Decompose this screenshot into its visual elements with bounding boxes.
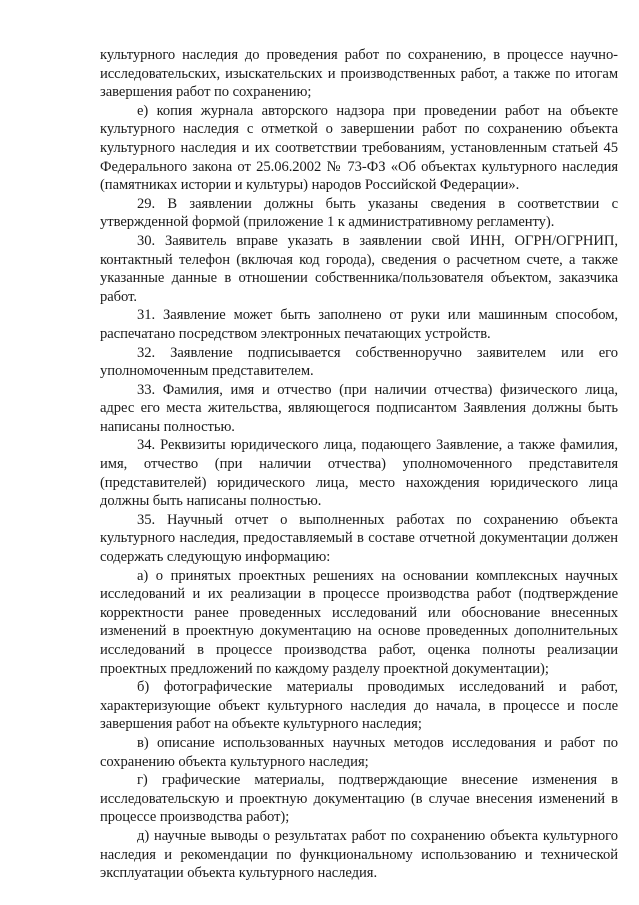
paragraph-29: 29. В заявлении должны быть указаны сведения в соответствии с утвержденной формой (приложение 1 к административному регламенту). [100, 195, 618, 231]
paragraph-item-d: д) научные выводы о результатах работ по сохранению объекта культурного наследия и рекомендации по функциональному использованию и технической эксплуатации объекта культурного наследия. [100, 827, 618, 882]
paragraph-32: 32. Заявление подписывается собственноручно заявителем или его уполномоченным представителем. [100, 344, 618, 380]
document-body [100, 46, 618, 883]
paragraph-33: 33. Фамилия, имя и отчество (при наличии отчества) физического лица, адрес его места жительства, являющегося подписантом Заявления должны быть написаны полностью. [100, 381, 618, 435]
paragraph-item-v: в) описание использованных научных методов исследования и работ по сохранению объекта культурного наследия; [100, 734, 618, 770]
paragraph-continuation: культурного наследия до проведения работ по сохранению, в процессе научно-исследовательских, изыскательских и производственных работ, а также по итогам завершения работ по сохранению; [100, 47, 618, 101]
paragraph-item-g: г) графические материалы, подтверждающие внесение изменения в исследовательскую и проектную документацию (в случае внесения изменений в процессе производства работ); [100, 772, 618, 826]
paragraph-34: 34. Реквизиты юридического лица, подающего Заявление, а также фамилия, имя, отчество (при наличии отчества) уполномоченного представителя (представителей) юридического лица, место нахождения юридического лица должны быть написаны полностью. [100, 437, 618, 510]
paragraph-30: 30. Заявитель вправе указать в заявлении свой ИНН, ОГРН/ОГРНИП, контактный телефон (включая код города), сведения о расчетном счете, а также указанные данные в отношении собственника/пользователя объектом, заказчика работ. [100, 232, 618, 305]
paragraph-item-e: е) копия журнала авторского надзора при проведении работ на объекте культурного наследия с отметкой о завершении работ по сохранению объекта культурного наследия и их соответствии требованиям, установленным статьей 45 Федерального закона от 25.06.2002 № 73-ФЗ «Об объектах культурного наследия (памятниках истории и культуры) народов Российской Федерации». [100, 102, 618, 194]
paragraph-item-a: а) о принятых проектных решениях на основании комплексных научных исследований и их реализации в процессе производства работ (подтверждение корректности ранее проведенных исследований или обоснование внесенных изменений в проектную документацию на основе проведенных дополнительных исследований в процессе производства работ, оценка полноты реализации проектных предложений по каждому разделу проектной документации); [100, 567, 618, 677]
paragraph-item-b: б) фотографические материалы проводимых исследований и работ, характеризующие объект культурного наследия до начала, в процессе и после завершения работ на объекте культурного наследия; [100, 679, 618, 733]
paragraph-35: 35. Научный отчет о выполненных работах по сохранению объекта культурного наследия, предоставляемый в составе отчетной документации должен содержать следующую информацию: [100, 511, 618, 566]
paragraph-31: 31. Заявление может быть заполнено от руки или машинным способом, распечатано посредством электронных печатающих устройств. [100, 307, 618, 342]
